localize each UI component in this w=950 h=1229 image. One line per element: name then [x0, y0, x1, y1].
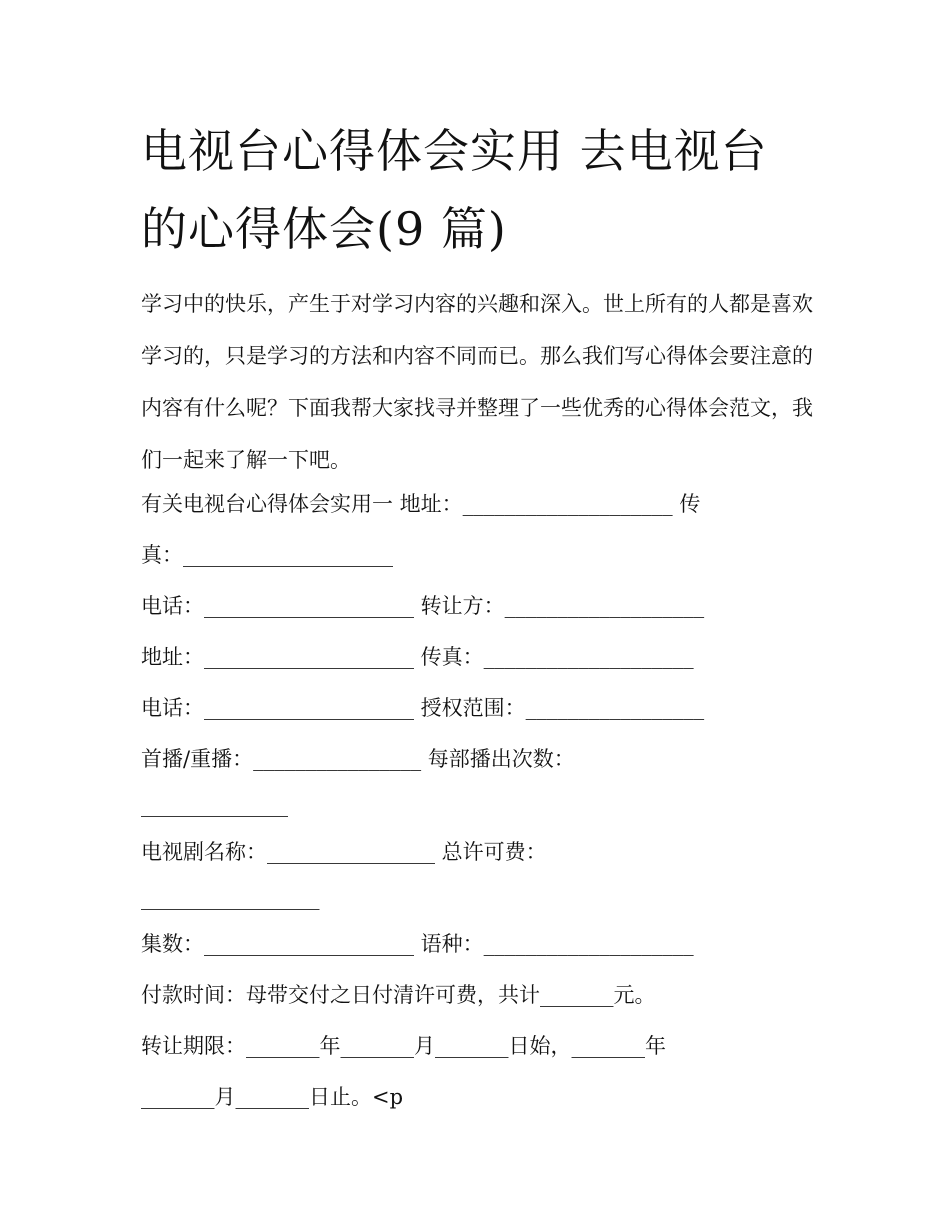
document-title [141, 112, 813, 268]
body-line: 电话：____________________ 转让方：___________________ [141, 594, 705, 618]
body-line: 电话：____________________ 授权范围：_________________ [141, 696, 705, 720]
body-line: 有关电视台心得体会实用一 地址：____________________ 传 [141, 492, 701, 516]
title-line-1: 电视台心得体会实用 去电视台 [141, 124, 768, 178]
body-line: _________________ [141, 886, 320, 910]
body-line: 转让期限：_______年_______月_______日始，_______年 [141, 1034, 666, 1058]
body-line: _______月_______日止。<p [141, 1085, 404, 1109]
body-line: 真：____________________ [141, 543, 393, 567]
body-line: ______________ [141, 793, 288, 817]
body-line: 付款时间：母带交付之日付清许可费，共计_______元。 [141, 983, 656, 1007]
body-line: 首播/重播：________________ 每部播出次数： [141, 747, 575, 771]
body-line: 地址：____________________ 传真：____________________ [141, 645, 694, 669]
body-line: 集数：____________________ 语种：____________________ [141, 932, 694, 956]
intro-paragraph: 学习中的快乐，产生于对学习内容的兴趣和深入。世上所有的人都是喜欢学习的，只是学习的方法和内容不同而已。那么我们写心得体会要注意的内容有什么呢？下面我帮大家找寻并整理了一些优秀的心得体会范文，我们一起来了解一下吧。 [141, 292, 813, 472]
title-line-2: 的心得体会(9 篇) [141, 202, 507, 256]
body-line: 电视剧名称：________________ 总许可费： [141, 840, 547, 864]
